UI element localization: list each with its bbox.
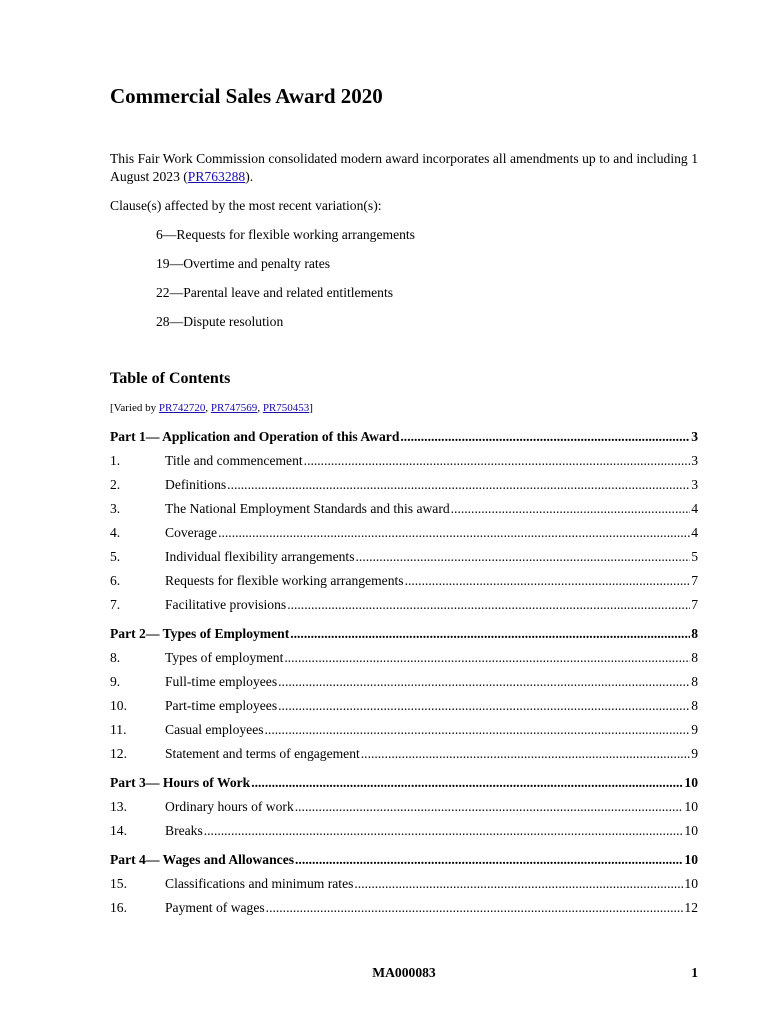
toc-clause-entry[interactable] xyxy=(110,476,698,494)
toc-entry-number: 5. xyxy=(110,549,121,564)
toc-clause-entry[interactable] xyxy=(110,798,698,816)
toc-entry-page: 7 xyxy=(691,597,698,612)
toc-part-entry[interactable] xyxy=(110,851,698,869)
toc-entry-label: Definitions xyxy=(165,477,227,492)
toc-clause-entry[interactable] xyxy=(110,822,698,840)
toc-leader-dots xyxy=(295,851,683,869)
toc-entry-page: 10 xyxy=(684,823,698,838)
toc-entry-page: 7 xyxy=(691,573,698,588)
toc-leader-dots xyxy=(290,625,690,643)
toc-entry-number: 12. xyxy=(110,746,127,761)
toc-entry-page: 10 xyxy=(684,775,698,790)
toc-clause-entry[interactable] xyxy=(110,745,698,763)
toc-clause-entry[interactable] xyxy=(110,673,698,691)
toc-entry-label: Ordinary hours of work xyxy=(165,799,294,814)
toc-entry-page: 12 xyxy=(684,900,698,915)
toc-clause-entry[interactable] xyxy=(110,524,698,542)
page-number: 1 xyxy=(691,965,698,980)
variation-list xyxy=(156,226,415,342)
toc-entry-page: 9 xyxy=(691,722,698,737)
intro-text: This Fair Work Commission consolidated modern award incorporates all amendments up to and including 1 August 2023 ( xyxy=(110,151,698,184)
toc-part-entry[interactable] xyxy=(110,625,698,643)
toc-entry-page: 4 xyxy=(691,525,698,540)
toc-clause-entry[interactable] xyxy=(110,500,698,518)
toc-entry-page: 5 xyxy=(691,549,698,564)
varied-link[interactable]: PR750453 xyxy=(262,402,310,414)
toc-part-entry[interactable] xyxy=(110,774,698,792)
toc-leader-dots xyxy=(204,822,684,840)
intro-paragraph xyxy=(110,150,698,186)
toc-entry-number: 14. xyxy=(110,823,127,838)
toc-entry-label: Individual flexibility arrangements xyxy=(165,549,355,564)
toc-leader-dots xyxy=(287,596,690,614)
toc-entry-number: 8. xyxy=(110,650,121,665)
toc-entry-label: Types of employment xyxy=(165,650,284,665)
toc-clause-entry[interactable] xyxy=(110,697,698,715)
toc-entry-label: Facilitative provisions xyxy=(165,597,287,612)
toc-title: Table of Contents xyxy=(110,370,231,387)
document-title: Commercial Sales Award 2020 xyxy=(110,84,383,108)
toc-entry-number: 13. xyxy=(110,799,127,814)
toc-entry-number: 2. xyxy=(110,477,121,492)
toc-clause-entry[interactable] xyxy=(110,899,698,917)
toc-entry-page: 9 xyxy=(691,746,698,761)
toc-leader-dots xyxy=(251,774,683,792)
toc-part-entry[interactable] xyxy=(110,428,698,446)
toc-clause-entry[interactable] xyxy=(110,875,698,893)
toc-entry-page: 3 xyxy=(691,477,698,492)
toc-leader-dots xyxy=(405,572,691,590)
variation-item: 6—Requests for flexible working arrangements xyxy=(156,227,415,242)
toc-entry-page: 8 xyxy=(691,674,698,689)
toc-leader-dots xyxy=(451,500,691,518)
toc-clause-entry[interactable] xyxy=(110,596,698,614)
toc-entry-page: 3 xyxy=(691,453,698,468)
toc-entry-number: 9. xyxy=(110,674,121,689)
toc-leader-dots xyxy=(304,452,691,470)
page-footer xyxy=(110,965,698,983)
toc-leader-dots xyxy=(354,875,683,893)
toc-leader-dots xyxy=(361,745,690,763)
toc-entry-label: Part 4— Wages and Allowances xyxy=(110,852,295,867)
intro-pr-link[interactable]: PR763288 xyxy=(187,169,246,184)
toc-entry-label: Part 1— Application and Operation of this Award xyxy=(110,429,400,444)
toc-entry-label: Statement and terms of engagement xyxy=(165,746,360,761)
toc-varied-by: [Varied by PR742720, PR747569, PR750453] xyxy=(110,402,313,414)
award-code: MA000083 xyxy=(372,965,436,980)
toc-clause-entry[interactable] xyxy=(110,721,698,739)
toc-leader-dots xyxy=(227,476,690,494)
toc-entry-page: 8 xyxy=(691,626,698,641)
toc-entry-page: 4 xyxy=(691,501,698,516)
toc-entry-label: Coverage xyxy=(165,525,218,540)
toc-entry-label: Casual employees xyxy=(165,722,264,737)
toc-entry-label: Payment of wages xyxy=(165,900,265,915)
toc-entry-page: 10 xyxy=(684,799,698,814)
toc-entry-page: 8 xyxy=(691,698,698,713)
toc-entry-label: The National Employment Standards and this award xyxy=(165,501,450,516)
toc-leader-dots xyxy=(278,673,690,691)
toc-clause-entry[interactable] xyxy=(110,452,698,470)
varied-prefix: [Varied by xyxy=(110,402,159,414)
toc-entry-page: 10 xyxy=(684,852,698,867)
toc-entry-label: Requests for flexible working arrangements xyxy=(165,573,404,588)
toc-entry-number: 7. xyxy=(110,597,121,612)
toc-leader-dots xyxy=(356,548,691,566)
toc-clause-entry[interactable] xyxy=(110,548,698,566)
toc-entry-number: 16. xyxy=(110,900,127,915)
varied-link[interactable]: PR742720 xyxy=(158,402,206,414)
toc-entry-label: Part-time employees xyxy=(165,698,278,713)
toc-leader-dots xyxy=(218,524,690,542)
toc-leader-dots xyxy=(265,721,691,739)
toc-entry-number: 3. xyxy=(110,501,121,516)
toc-entry-number: 10. xyxy=(110,698,127,713)
toc-entry-label: Part 2— Types of Employment xyxy=(110,626,290,641)
toc-entry-number: 11. xyxy=(110,722,127,737)
toc-leader-dots xyxy=(278,697,690,715)
toc-clause-entry[interactable] xyxy=(110,649,698,667)
toc-leader-dots xyxy=(295,798,684,816)
affected-heading: Clause(s) affected by the most recent variation(s): xyxy=(110,198,382,213)
toc-leader-dots xyxy=(284,649,690,667)
toc-leader-dots xyxy=(266,899,684,917)
varied-suffix: ] xyxy=(309,402,313,414)
intro-end: ). xyxy=(245,169,254,184)
toc-entry-number: 1. xyxy=(110,453,121,468)
toc-leader-dots xyxy=(400,428,690,446)
variation-item: 19—Overtime and penalty rates xyxy=(156,256,331,271)
toc-entry-label: Classifications and minimum rates xyxy=(165,876,354,891)
toc-entry-page: 8 xyxy=(691,650,698,665)
toc-entry-number: 4. xyxy=(110,525,121,540)
variation-item: 28—Dispute resolution xyxy=(156,314,284,329)
toc-entry-number: 6. xyxy=(110,573,121,588)
toc-entry-page: 3 xyxy=(691,429,698,444)
varied-link[interactable]: PR747569 xyxy=(210,402,258,414)
toc-entry-page: 10 xyxy=(684,876,698,891)
toc-entry-label: Breaks xyxy=(165,823,203,838)
toc-entry-label: Part 3— Hours of Work xyxy=(110,775,251,790)
variation-item: 22—Parental leave and related entitlements xyxy=(156,285,394,300)
toc-clause-entry[interactable] xyxy=(110,572,698,590)
toc-entry-number: 15. xyxy=(110,876,127,891)
toc-entry-label: Title and commencement xyxy=(165,453,303,468)
toc-entry-label: Full-time employees xyxy=(165,674,278,689)
